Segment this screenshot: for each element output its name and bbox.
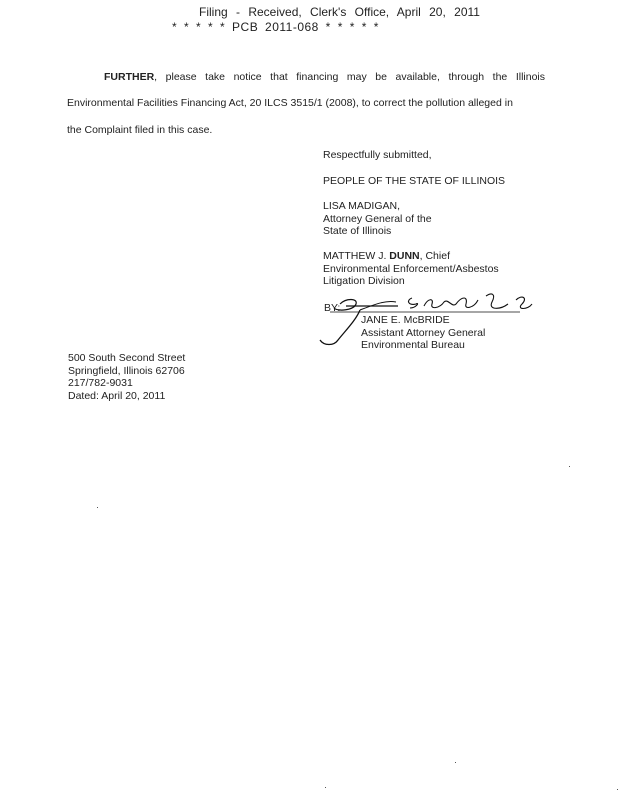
chief-name-suffix: , Chief — [419, 250, 450, 262]
ag-title-line1: Attorney General of the — [323, 212, 432, 225]
chief-name-first: MATTHEW J. — [323, 250, 390, 262]
address-city: Springfield, Illinois 62706 — [68, 364, 185, 377]
chief-division-line1: Environmental Enforcement/Asbestos — [323, 262, 499, 275]
by-label: BY: — [324, 302, 341, 314]
chief-division-line2: Litigation Division — [323, 275, 405, 287]
office-address-block — [68, 352, 185, 402]
chief-name — [323, 250, 499, 263]
notice-line1-text: , please take notice that financing may be available, through the Illinois — [154, 71, 545, 83]
signer-name: JANE E. McBRIDE — [361, 314, 450, 326]
closing: Respectfully submitted, — [323, 149, 432, 161]
scan-speck — [569, 466, 570, 467]
scan-speck — [325, 787, 326, 788]
further-lead: FURTHER — [104, 71, 155, 83]
ag-title-line2: State of Illinois — [323, 225, 392, 237]
party-name: PEOPLE OF THE STATE OF ILLINOIS — [323, 175, 506, 187]
filing-stamp-line2: * * * * * PCB 2011-068 * * * * * — [172, 20, 379, 34]
signer-title-line2: Environmental Bureau — [361, 339, 465, 351]
signer-block — [361, 314, 485, 352]
notice-paragraph-line2: Environmental Facilities Financing Act, 20 ILCS 3515/1 (2008), to correct the pollution alleged in — [67, 97, 513, 109]
division-chief-block — [323, 250, 499, 288]
date-line: Dated: April 20, 2011 — [68, 389, 166, 402]
address-street: 500 South Second Street — [68, 352, 186, 364]
notice-paragraph-line1 — [104, 71, 545, 83]
scan-speck — [617, 789, 618, 790]
scan-speck — [97, 507, 98, 508]
scan-speck — [455, 762, 456, 763]
notice-paragraph-line3: the Complaint filed in this case. — [67, 124, 213, 136]
address-phone: 217/782-9031 — [68, 377, 133, 389]
signer-title-line1: Assistant Attorney General — [361, 326, 486, 339]
attorney-general-block — [323, 200, 432, 238]
filing-stamp-line1: Filing - Received, Clerk's Office, April 20, 2011 — [199, 5, 480, 19]
chief-name-last: DUNN — [389, 250, 420, 262]
ag-name: LISA MADIGAN, — [323, 200, 401, 212]
